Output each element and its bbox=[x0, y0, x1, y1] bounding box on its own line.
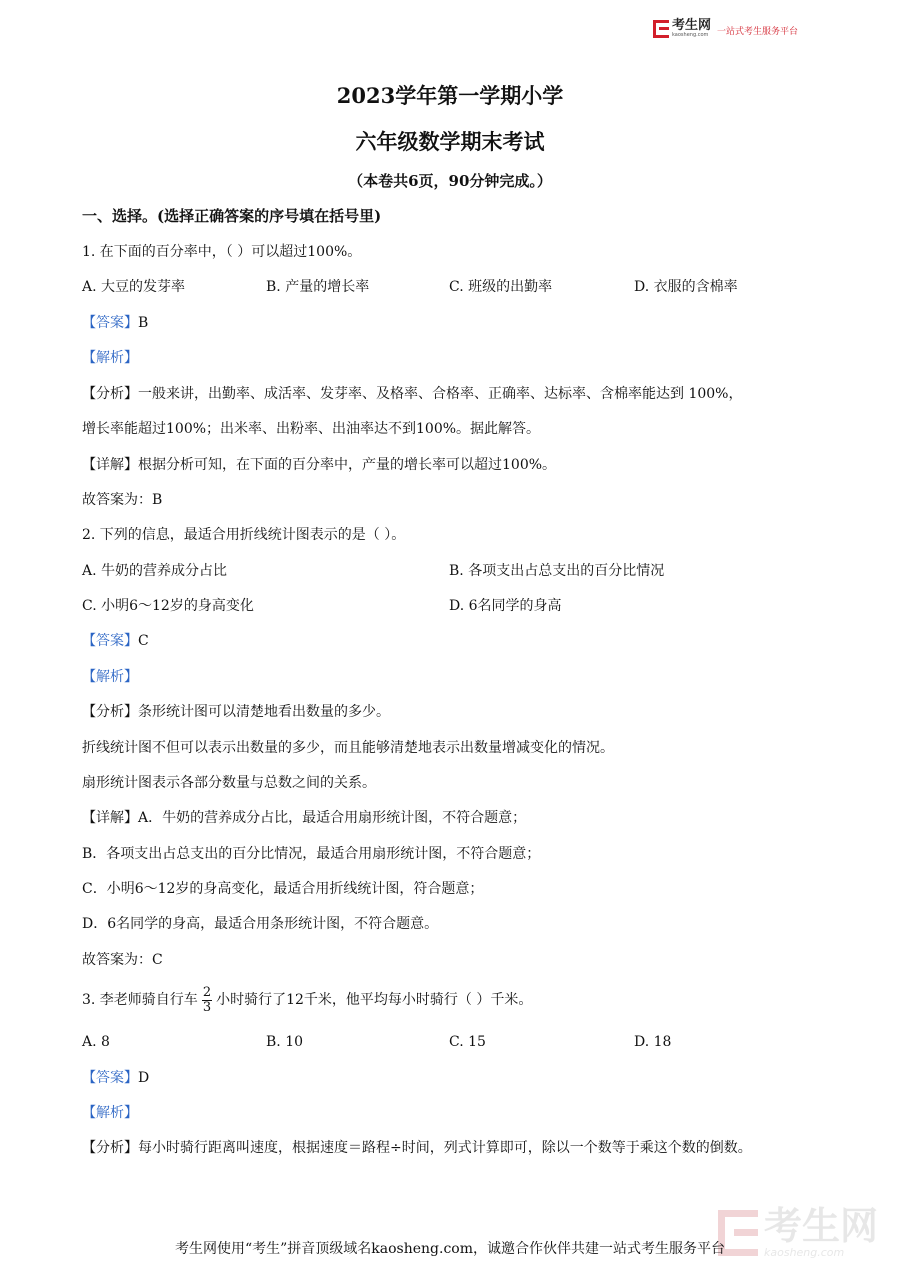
exam-title-line1: 2023学年第一学期小学 bbox=[336, 83, 564, 108]
logo-slogan: 一站式考生服务平台 bbox=[717, 26, 799, 37]
fraction-two-thirds bbox=[202, 986, 212, 1015]
q2-answer bbox=[82, 631, 149, 651]
analysis-tag: 【解析】 bbox=[82, 669, 138, 685]
q2-fenxi-1 bbox=[82, 702, 390, 722]
analysis-tag: 【解析】 bbox=[82, 350, 138, 366]
answer-tag: 【答案】 bbox=[82, 633, 138, 649]
fenxi-tag: 【分析】 bbox=[82, 386, 138, 402]
section-heading: 一、选择。(选择正确答案的序号填在括号里) bbox=[82, 207, 382, 225]
q3-answer bbox=[82, 1068, 149, 1088]
fenxi-tag: 【分析】 bbox=[82, 704, 138, 720]
q2-xiangjie-3: C．小明6～12岁的身高变化，最适合用折线统计图，符合题意； bbox=[82, 881, 484, 897]
q2-fenxi-3: 扇形统计图表示各部分数量与总数之间的关系。 bbox=[82, 775, 376, 791]
exam-title-line2: 六年级数学期末考试 bbox=[355, 129, 545, 154]
q3-fenxi-1 bbox=[82, 1138, 752, 1158]
q1-answer bbox=[82, 313, 148, 333]
q1-xiangjie bbox=[82, 455, 556, 475]
q1-option-a: A. 大豆的发芽率 bbox=[82, 279, 186, 295]
q2-option-a: A. 牛奶的营养成分占比 bbox=[82, 563, 228, 579]
watermark-name: 考生网 bbox=[764, 1204, 879, 1248]
fenxi-text: 每小时骑行距离叫速度，根据速度＝路程÷时间，列式计算即可，除以一个数等于乘这个数的倒数。 bbox=[138, 1140, 752, 1156]
fraction-numerator: 2 bbox=[202, 984, 212, 1000]
answer-value: D bbox=[138, 1070, 150, 1086]
answer-value: B bbox=[138, 315, 149, 331]
q2-option-c: C. 小明6～12岁的身高变化 bbox=[82, 598, 254, 614]
q2-final-answer: 故答案为：C bbox=[82, 952, 163, 968]
question-3-stem bbox=[82, 983, 532, 1017]
q1-fenxi-2: 增长率能超过100%；出米率、出粉率、出油率达不到100%。据此解答。 bbox=[82, 421, 541, 437]
fenxi-text: 一般来讲，出勤率、成活率、发芽率、及格率、合格率、正确率、达标率、含棉率能达到 100%， bbox=[138, 386, 743, 402]
q3-stem-start: 3. 李老师骑自行车 bbox=[82, 992, 198, 1008]
q3-option-c: C. 15 bbox=[449, 1034, 486, 1050]
q2-fenxi-2: 折线统计图不但可以表示出数量的多少，而且能够清楚地表示出数量增减变化的情况。 bbox=[82, 740, 614, 756]
q3-option-d: D. 18 bbox=[634, 1034, 672, 1050]
question-1-stem: 1. 在下面的百分率中，（ ）可以超过100%。 bbox=[82, 244, 362, 260]
q2-xiangjie-2: B．各项支出占总支出的百分比情况，最适合用扇形统计图，不符合题意； bbox=[82, 846, 541, 862]
q1-final-answer: 故答案为：B bbox=[82, 492, 163, 508]
xiangjie-tag: 【详解】 bbox=[82, 810, 138, 826]
header-logo bbox=[653, 20, 798, 38]
xiangjie-text: 根据分析可知，在下面的百分率中，产量的增长率可以超过100%。 bbox=[138, 457, 557, 473]
q3-option-a: A. 8 bbox=[82, 1034, 110, 1050]
answer-value: C bbox=[138, 633, 149, 649]
q1-option-b: B. 产量的增长率 bbox=[266, 279, 370, 295]
q2-xiangjie-4: D．6名同学的身高，最适合用条形统计图，不符合题意。 bbox=[82, 916, 439, 932]
watermark-domain: kaosheng.com bbox=[764, 1246, 845, 1259]
q3-stem-end: 小时骑行了12千米，他平均每小时骑行（ ）千米。 bbox=[216, 992, 533, 1008]
fenxi-text: 条形统计图可以清楚地看出数量的多少。 bbox=[138, 704, 390, 720]
fraction-denominator: 3 bbox=[202, 999, 212, 1015]
answer-tag: 【答案】 bbox=[82, 1070, 138, 1086]
q2-xiangjie-1 bbox=[82, 808, 526, 828]
q3-analysis-label bbox=[82, 1103, 138, 1123]
page-footer: 考生网使用“考生”拼音顶级域名kaosheng.com，诚邀合作伙伴共建一站式考生服务平台 bbox=[174, 1241, 726, 1257]
q2-option-d: D. 6名同学的身高 bbox=[449, 598, 562, 614]
answer-tag: 【答案】 bbox=[82, 315, 138, 331]
exam-subtitle: （本卷共6页，90分钟完成。） bbox=[348, 172, 552, 190]
logo-domain: kaosheng.com bbox=[672, 32, 709, 38]
q1-option-c: C. 班级的出勤率 bbox=[449, 279, 553, 295]
q3-option-b: B. 10 bbox=[266, 1034, 304, 1050]
q2-option-b: B. 各项支出占总支出的百分比情况 bbox=[449, 563, 665, 579]
analysis-tag: 【解析】 bbox=[82, 1105, 138, 1121]
kaosheng-logo-icon bbox=[653, 20, 669, 38]
xiangjie-text: A．牛奶的营养成分占比，最适合用扇形统计图，不符合题意； bbox=[138, 810, 527, 826]
xiangjie-tag: 【详解】 bbox=[82, 457, 138, 473]
q1-option-d: D. 衣服的含棉率 bbox=[634, 279, 738, 295]
logo-name: 考生网 bbox=[672, 18, 712, 33]
q1-analysis-label bbox=[82, 348, 138, 368]
question-2-stem: 2. 下列的信息，最适合用折线统计图表示的是（ ）。 bbox=[82, 527, 406, 543]
q1-fenxi-1 bbox=[82, 384, 742, 404]
fenxi-tag: 【分析】 bbox=[82, 1140, 138, 1156]
q2-analysis-label bbox=[82, 667, 138, 687]
